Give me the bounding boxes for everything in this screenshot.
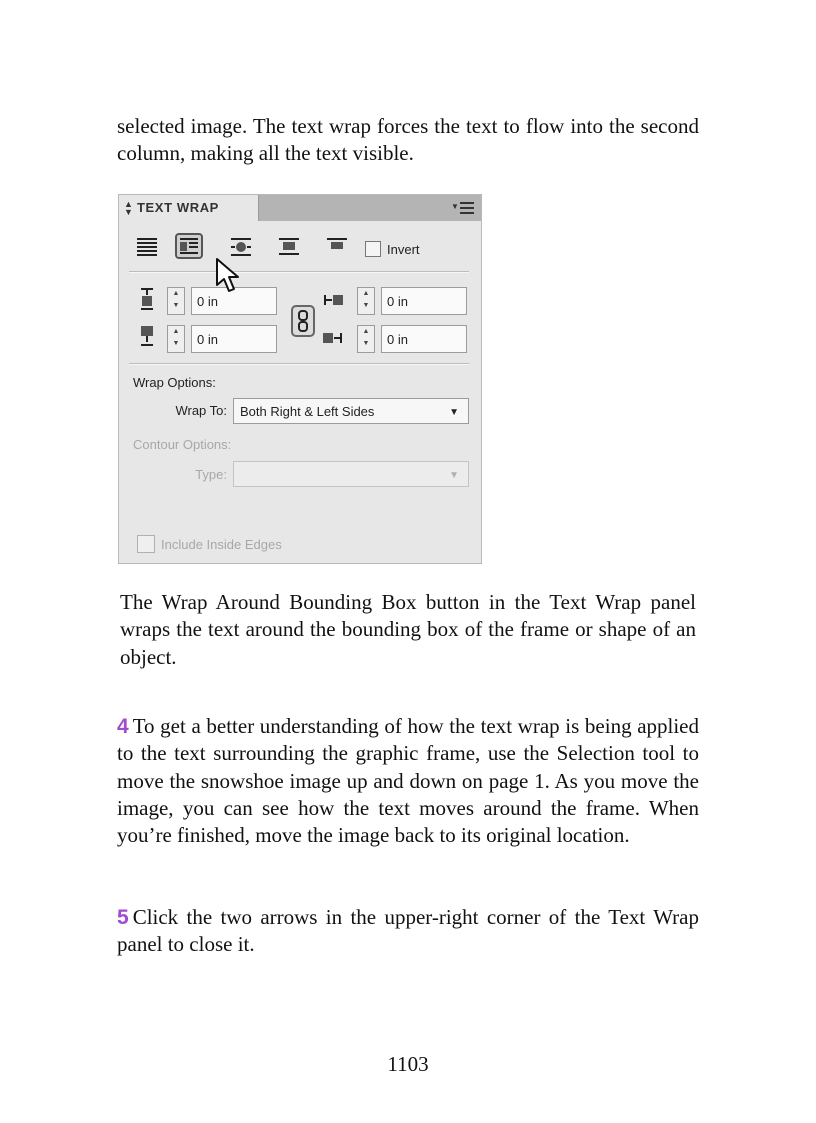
panel-menu-icon[interactable]: ▼ [451, 199, 477, 217]
include-inside-edges-checkbox[interactable] [137, 535, 155, 553]
right-offset-stepper[interactable]: ▲ ▼ [357, 325, 375, 353]
wrap-object-shape-button[interactable] [227, 233, 255, 259]
bottom-offset-field[interactable]: 0 in [191, 325, 277, 353]
page-number: 1103 [387, 1052, 429, 1076]
mouse-pointer-icon [215, 257, 245, 297]
panel-tab[interactable] [119, 195, 259, 221]
left-offset-icon [323, 289, 343, 313]
figure-caption: The Wrap Around Bounding Box button in the Text Wrap panel wraps the text around the bounding box of the frame or shape of an object. [120, 590, 696, 669]
wrap-to-value: Both Right & Left Sides [240, 404, 375, 419]
chain-link-icon [293, 307, 313, 335]
jump-object-button[interactable] [275, 233, 303, 259]
step-number: 5 [117, 906, 129, 929]
no-wrap-icon [133, 233, 161, 259]
step-5-paragraph [117, 904, 699, 959]
bottom-offset-stepper[interactable]: ▲ ▼ [167, 325, 185, 353]
contour-type-dropdown[interactable] [233, 461, 469, 487]
invert-label: Invert [387, 242, 420, 257]
jump-object-icon [275, 233, 303, 259]
step-text: Click the two arrows in the upper-right corner of the Text Wrap panel to close it. [117, 905, 699, 957]
right-offset-icon [323, 327, 343, 351]
include-inside-edges-label: Include Inside Edges [161, 537, 282, 552]
left-offset-field[interactable]: 0 in [381, 287, 467, 315]
wrap-to-dropdown[interactable] [233, 398, 469, 424]
panel-title: TEXT WRAP [137, 200, 219, 215]
right-offset-field[interactable]: 0 in [381, 325, 467, 353]
left-offset-stepper[interactable]: ▲ ▼ [357, 287, 375, 315]
type-label: Type: [195, 467, 227, 482]
jump-next-column-icon [323, 233, 351, 259]
chevron-down-icon: ▼ [449, 470, 459, 481]
wrap-options-label: Wrap Options: [133, 375, 216, 390]
top-offset-field[interactable]: 0 in [191, 287, 277, 315]
step-text: To get a better understanding of how the text wrap is being applied to the text surrounding the graphic frame, use the Selection tool to move the snowshoe image up and down on page 1. As you move the image, you can see how the text moves around the frame. When you’re finished, move the image back to its original location. [117, 714, 699, 848]
bounding-box-wrap-icon [177, 235, 201, 257]
jump-to-next-column-button[interactable] [323, 233, 351, 259]
text-wrap-panel [118, 194, 482, 564]
collapse-arrows-icon[interactable]: ▲ ▼ [124, 199, 133, 217]
step-4-paragraph [117, 713, 699, 849]
wrap-to-label: Wrap To: [175, 403, 227, 418]
object-shape-wrap-icon [227, 233, 255, 259]
bottom-offset-icon [137, 325, 157, 349]
no-text-wrap-button[interactable] [133, 233, 161, 259]
top-offset-stepper[interactable]: ▲ ▼ [167, 287, 185, 315]
contour-options-label: Contour Options: [133, 437, 232, 452]
wrap-bounding-box-button[interactable] [175, 233, 203, 259]
chevron-down-icon: ▼ [449, 407, 459, 418]
make-all-settings-same-button[interactable] [291, 305, 315, 337]
intro-paragraph: selected image. The text wrap forces the text to flow into the second column, making all the text visible. [117, 114, 699, 166]
invert-checkbox[interactable] [365, 241, 381, 257]
panel-tab-bar [119, 195, 481, 221]
top-offset-icon [137, 287, 157, 311]
step-number: 4 [117, 715, 129, 738]
